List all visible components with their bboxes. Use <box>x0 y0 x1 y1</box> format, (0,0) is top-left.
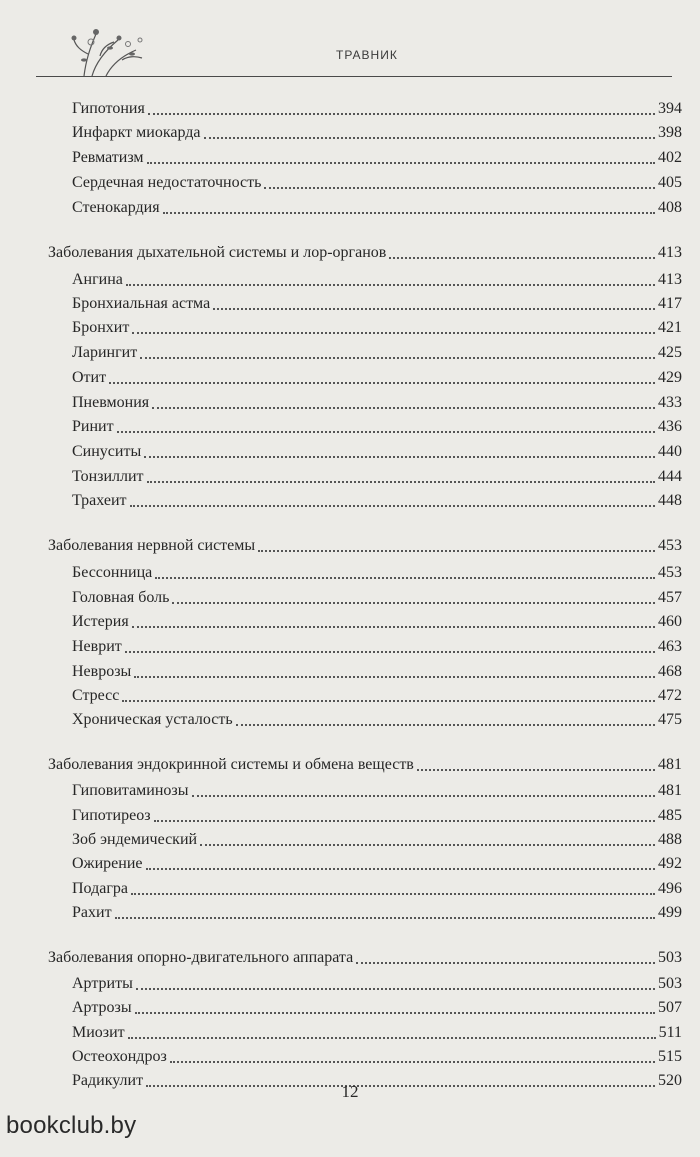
toc-entry-label: Стенокардия <box>72 199 160 216</box>
toc-entry-label: Радикулит <box>72 1072 144 1089</box>
toc-entry-page: 421 <box>658 319 682 336</box>
toc-entry-label: Головная боль <box>72 589 170 606</box>
toc-entry <box>72 148 682 168</box>
toc-entry <box>72 974 682 994</box>
toc-entry-label: Бессонница <box>72 564 153 581</box>
dot-leader <box>389 256 655 259</box>
toc-entry-page: 408 <box>658 199 682 216</box>
toc-entry-label: Заболевания эндокринной системы и обмена веществ <box>48 756 414 773</box>
toc-entry-page: 499 <box>658 904 682 921</box>
dot-leader <box>140 356 655 359</box>
dot-leader <box>213 307 655 310</box>
dot-leader <box>152 406 655 409</box>
dot-leader <box>147 161 655 164</box>
running-head: ТРАВНИК <box>336 48 398 62</box>
dot-leader <box>132 331 655 334</box>
toc-entry-label: Миозит <box>72 1024 125 1041</box>
toc-entry-label: Бронхит <box>72 319 130 336</box>
dot-leader <box>356 961 655 964</box>
header-rule <box>36 76 672 77</box>
toc-entry-label: Отит <box>72 369 107 386</box>
dot-leader <box>109 381 655 384</box>
toc-entry-label: Неврит <box>72 638 122 655</box>
toc-entry-page: 511 <box>658 1024 682 1041</box>
dot-leader <box>115 916 655 919</box>
dot-leader <box>236 723 655 726</box>
toc-entry-label: Сердечная недостаточность <box>72 174 262 191</box>
toc-entry-label: Инфаркт миокарда <box>72 124 201 141</box>
toc-entry-label: Зоб эндемический <box>72 831 198 848</box>
page-header <box>36 18 672 80</box>
toc-entry <box>72 662 682 682</box>
toc-entry-page: 520 <box>658 1072 682 1089</box>
toc-entry-label: Ожирение <box>72 855 143 872</box>
toc-entry-page: 444 <box>658 468 682 485</box>
dot-leader <box>155 576 655 579</box>
toc-entry-page: 440 <box>658 443 682 460</box>
toc-entry-page: 463 <box>658 638 682 655</box>
herb-sprig-icon <box>66 20 156 76</box>
toc-entry-label: Пневмония <box>72 394 150 411</box>
toc-entry-page: 405 <box>658 174 682 191</box>
watermark-text: bookclub.by <box>6 1112 137 1139</box>
toc-entry-page: 429 <box>658 369 682 386</box>
toc-section-entry <box>48 536 682 556</box>
page-number: 12 <box>341 1082 359 1101</box>
toc-entry-label: Остеохондроз <box>72 1048 167 1065</box>
toc-entry-page: 507 <box>658 999 682 1016</box>
toc-entry <box>72 879 682 899</box>
dot-leader <box>148 112 655 115</box>
dot-leader <box>144 455 655 458</box>
toc-entry-label: Артриты <box>72 975 133 992</box>
toc-entry <box>72 830 682 850</box>
dot-leader <box>264 186 655 189</box>
toc-entry <box>72 294 682 314</box>
toc-entry <box>72 854 682 874</box>
toc-entry-label: Истерия <box>72 613 129 630</box>
toc-entry-page: 492 <box>658 855 682 872</box>
toc-entry-page: 402 <box>658 149 682 166</box>
dot-leader <box>117 430 655 433</box>
toc-entry <box>72 123 682 143</box>
toc-entry-label: Неврозы <box>72 663 132 680</box>
toc-section-entry <box>48 755 682 775</box>
toc-entry-label: Бронхиальная астма <box>72 295 211 312</box>
toc-entry-page: 481 <box>658 782 682 799</box>
toc-entry-page: 460 <box>658 613 682 630</box>
toc-entry <box>72 588 682 608</box>
toc-entry-page: 472 <box>658 687 682 704</box>
toc-entry-label: Трахеит <box>72 492 127 509</box>
toc-entry-label: Заболевания опорно-двигательного аппарата <box>48 949 354 966</box>
toc-entry-page: 503 <box>658 949 682 966</box>
toc-entry-page: 457 <box>658 589 682 606</box>
toc-entry-page: 425 <box>658 344 682 361</box>
toc-entry <box>72 318 682 338</box>
toc-entry <box>72 612 682 632</box>
dot-leader <box>163 211 655 214</box>
toc-entry <box>72 198 682 218</box>
toc-entry-page: 488 <box>658 831 682 848</box>
toc-entry-page: 448 <box>658 492 682 509</box>
dot-leader <box>172 601 655 604</box>
toc-entry <box>72 467 682 487</box>
dot-leader <box>147 480 655 483</box>
toc-entry <box>72 806 682 826</box>
toc-entry <box>72 710 682 730</box>
toc-entry-page: 453 <box>658 564 682 581</box>
toc-entry-label: Ларингит <box>72 344 138 361</box>
toc-entry-label: Заболевания дыхательной системы и лор-органов <box>48 244 387 261</box>
toc-entry <box>72 563 682 583</box>
toc-entry <box>72 417 682 437</box>
toc-entry-page: 453 <box>658 537 682 554</box>
toc-entry-label: Синуситы <box>72 443 142 460</box>
toc-entry <box>72 637 682 657</box>
toc-entry <box>72 686 682 706</box>
toc-section-entry <box>48 243 682 263</box>
toc-entry-label: Ревматизм <box>72 149 144 166</box>
toc-entry <box>72 343 682 363</box>
toc-entry-page: 413 <box>658 271 682 288</box>
dot-leader <box>192 794 656 797</box>
toc-entry <box>72 998 682 1018</box>
toc-entry <box>72 781 682 801</box>
dot-leader <box>417 768 655 771</box>
toc-entry-page: 496 <box>658 880 682 897</box>
toc-entry <box>72 99 682 119</box>
dot-leader <box>136 987 655 990</box>
dot-leader <box>154 819 655 822</box>
toc-entry <box>72 393 682 413</box>
toc-entry-page: 398 <box>658 124 682 141</box>
toc-entry-page: 394 <box>658 100 682 117</box>
toc-entry-label: Хроническая усталость <box>72 711 233 728</box>
dot-leader <box>131 892 655 895</box>
toc-entry-page: 417 <box>658 295 682 312</box>
toc-entry-label: Подагра <box>72 880 128 897</box>
toc-entry <box>72 903 682 923</box>
dot-leader <box>146 867 656 870</box>
toc-entry-label: Стресс <box>72 687 120 704</box>
dot-leader <box>258 549 655 552</box>
toc-entry <box>72 1047 682 1067</box>
toc-entry-page: 515 <box>658 1048 682 1065</box>
toc-section-entry <box>48 948 682 968</box>
toc-entry-page: 413 <box>658 244 682 261</box>
dot-leader <box>170 1060 655 1063</box>
toc-entry-label: Артрозы <box>72 999 132 1016</box>
toc-entry <box>72 270 682 290</box>
toc-entry-label: Гиповитаминозы <box>72 782 189 799</box>
dot-leader <box>128 1036 656 1039</box>
dot-leader <box>200 843 655 846</box>
toc-entry-page: 485 <box>658 807 682 824</box>
toc-entry <box>72 491 682 511</box>
toc-entry <box>72 368 682 388</box>
toc-entry-page: 481 <box>658 756 682 773</box>
toc-entry-label: Гипотония <box>72 100 145 117</box>
toc-entry <box>72 173 682 193</box>
dot-leader <box>135 1011 655 1014</box>
toc-entry-page: 433 <box>658 394 682 411</box>
dot-leader <box>130 504 655 507</box>
dot-leader <box>122 699 655 702</box>
dot-leader <box>125 650 655 653</box>
toc-entry-page: 468 <box>658 663 682 680</box>
toc-entry <box>72 442 682 462</box>
toc-entry-label: Ринит <box>72 418 114 435</box>
toc-entry-page: 436 <box>658 418 682 435</box>
toc-entry-page: 475 <box>658 711 682 728</box>
dot-leader <box>126 283 655 286</box>
toc-entry-page: 503 <box>658 975 682 992</box>
dot-leader <box>134 675 655 678</box>
dot-leader <box>204 136 656 139</box>
toc-entry <box>72 1023 682 1043</box>
toc-entry-label: Ангина <box>72 271 123 288</box>
toc-entry-label: Тонзиллит <box>72 468 144 485</box>
toc-entry-label: Рахит <box>72 904 112 921</box>
toc-entry-label: Гипотиреоз <box>72 807 151 824</box>
toc-entry-label: Заболевания нервной системы <box>48 537 256 554</box>
dot-leader <box>132 625 655 628</box>
